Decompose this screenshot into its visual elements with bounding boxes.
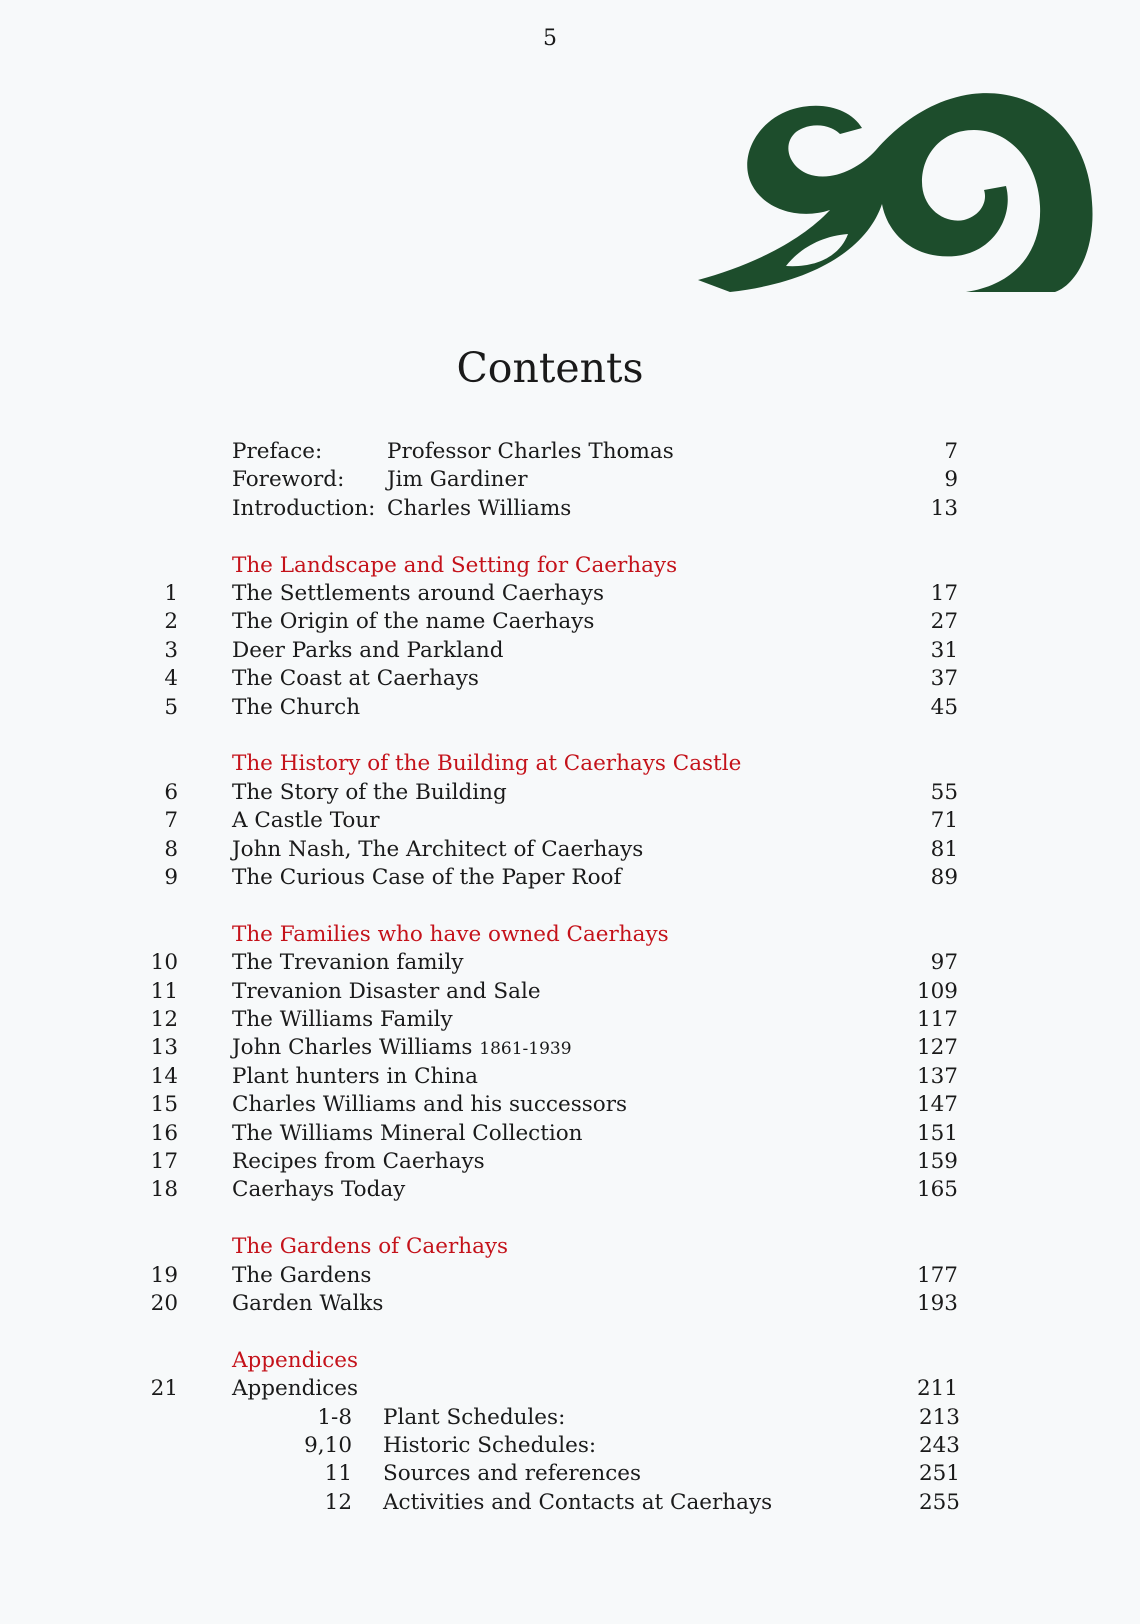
page-number-ref: 117: [916, 1007, 958, 1032]
appendix-number: 11: [324, 1461, 352, 1487]
page-number-ref: 255: [918, 1489, 960, 1515]
chapter-title: The Williams Mineral Collection: [232, 1120, 583, 1146]
page-number-ref: 55: [930, 779, 958, 805]
front-matter-name: Jim Gardiner: [387, 467, 528, 493]
page-number-ref: 27: [930, 609, 958, 635]
front-matter-name: Charles Williams: [387, 495, 572, 521]
chapter-title: John Charles Williams 1861-1939: [232, 1035, 572, 1061]
chapter-title: The Church: [232, 694, 361, 720]
appendix-row: [0, 1404, 1100, 1432]
chapter-title: Plant hunters in China: [232, 1063, 478, 1089]
chapter-number: 1: [164, 581, 178, 606]
chapter-row: [0, 694, 1100, 722]
page-number-ref: 147: [916, 1092, 958, 1118]
page-number-ref: 13: [930, 495, 958, 521]
chapter-title: The Coast at Caerhays: [232, 666, 479, 692]
chapter-row: [0, 1262, 1100, 1290]
page-number-ref: 71: [930, 808, 958, 834]
appendix-title: Activities and Contacts at Caerhays: [383, 1489, 773, 1515]
section-heading: The Landscape and Setting for Caerhays: [232, 552, 678, 578]
chapter-row: [0, 1006, 1100, 1034]
appendix-number: 9,10: [304, 1433, 352, 1458]
page-number-ref: 37: [930, 666, 958, 692]
chapter-row: [0, 949, 1100, 977]
appendix-title: Plant Schedules:: [383, 1404, 566, 1430]
front-matter-row: [0, 438, 1100, 466]
appendix-title: Historic Schedules:: [383, 1433, 597, 1458]
chapter-row: [0, 1290, 1100, 1318]
chapter-row: [0, 1148, 1100, 1176]
chapter-row: [0, 978, 1100, 1006]
chapter-row: [0, 836, 1100, 864]
page-number-ref: 243: [918, 1433, 960, 1458]
chapter-title: The Settlements around Caerhays: [232, 581, 604, 606]
page-number-ref: 45: [930, 694, 958, 720]
page-number-ref: 97: [930, 950, 958, 976]
chapter-number: 13: [150, 1035, 178, 1061]
chapter-title: Appendices: [232, 1376, 359, 1402]
chapter-row: [0, 580, 1100, 608]
page-number-ref: 81: [930, 836, 958, 862]
front-matter-row: [0, 495, 1100, 523]
chapter-title: Trevanion Disaster and Sale: [232, 978, 541, 1004]
page-number-ref: 211: [916, 1376, 958, 1402]
chapter-number: 18: [150, 1177, 178, 1203]
appendix-row: [0, 1489, 1100, 1517]
page-number-ref: 137: [916, 1063, 958, 1089]
chapter-number: 4: [164, 666, 178, 692]
front-matter-label: Foreword:: [232, 467, 345, 493]
chapter-row: [0, 637, 1100, 665]
page-number-ref: 127: [916, 1035, 958, 1061]
chapter-number: 19: [150, 1262, 178, 1288]
page-number-ref: 31: [930, 637, 958, 663]
page-number-ref: 17: [930, 581, 958, 606]
chapter-title: The Origin of the name Caerhays: [232, 609, 595, 635]
appendix-title: Sources and references: [383, 1461, 642, 1487]
chapter-number: 14: [150, 1063, 178, 1089]
chapter-row: [0, 807, 1100, 835]
chapter-row: [0, 608, 1100, 636]
chapter-number: 16: [150, 1120, 178, 1146]
chapter-title: The Curious Case of the Paper Roof: [232, 865, 622, 890]
page-number-ref: 159: [916, 1149, 958, 1174]
chapter-row: [0, 665, 1100, 693]
page-number-ref: 151: [916, 1120, 958, 1146]
chapter-title: Garden Walks: [232, 1291, 384, 1316]
chapter-row: [0, 1120, 1100, 1148]
chapter-row: [0, 1375, 1100, 1403]
section-heading: Appendices: [232, 1347, 359, 1373]
chapter-title: Charles Williams and his successors: [232, 1092, 628, 1118]
page-number-ref: 177: [916, 1262, 958, 1288]
page-number-ref: 9: [944, 467, 958, 493]
chapter-title: Deer Parks and Parkland: [232, 637, 504, 663]
chapter-title: A Castle Tour: [232, 808, 380, 834]
section-heading: The History of the Building at Caerhays Castle: [232, 751, 742, 777]
chapter-number: 20: [150, 1291, 178, 1316]
chapter-row: [0, 1063, 1100, 1091]
chapter-title: Recipes from Caerhays: [232, 1149, 485, 1174]
page-number: 5: [543, 26, 557, 51]
chapter-number: 3: [164, 637, 178, 663]
appendix-row: [0, 1460, 1100, 1488]
chapter-title: The Gardens: [232, 1262, 372, 1288]
chapter-row: [0, 1091, 1100, 1119]
chapter-title: John Nash, The Architect of Caerhays: [232, 836, 644, 862]
chapter-row: [0, 864, 1100, 892]
page-number-ref: 251: [918, 1461, 960, 1487]
chapter-number: 9: [164, 865, 178, 890]
chapter-row: [0, 779, 1100, 807]
chapter-number: 15: [150, 1092, 178, 1118]
page-number-ref: 109: [916, 978, 958, 1004]
page-title: Contents: [456, 344, 644, 392]
front-matter-label: Introduction:: [232, 495, 376, 521]
appendix-row: [0, 1432, 1100, 1460]
chapter-number: 2: [164, 609, 178, 635]
chapter-number: 5: [164, 694, 178, 720]
chapter-number: 12: [150, 1007, 178, 1032]
page-number-ref: 7: [944, 439, 958, 464]
chapter-number: 17: [150, 1149, 178, 1174]
chapter-title: The Williams Family: [232, 1007, 453, 1032]
section-heading: The Gardens of Caerhays: [232, 1234, 509, 1260]
appendix-number: 1-8: [317, 1404, 352, 1430]
chapter-number: 11: [150, 978, 178, 1004]
page-number-ref: 193: [916, 1291, 958, 1316]
page-number-ref: 165: [916, 1177, 958, 1203]
page-number-ref: 213: [918, 1404, 960, 1430]
chapter-row: [0, 1034, 1100, 1062]
chapter-number: 7: [164, 808, 178, 834]
chapter-title: The Trevanion family: [232, 950, 464, 976]
chapter-number: 8: [164, 836, 178, 862]
page-number-ref: 89: [930, 865, 958, 890]
chapter-number: 21: [150, 1376, 178, 1402]
chapter-row: [0, 1176, 1100, 1204]
chapter-dates: 1861-1939: [479, 1039, 572, 1060]
chapter-number: 10: [150, 950, 178, 976]
appendix-number: 12: [324, 1489, 352, 1515]
section-heading: The Families who have owned Caerhays: [232, 921, 669, 947]
front-matter-label: Preface:: [232, 439, 323, 464]
green-ornament-logo: [690, 70, 1110, 370]
front-matter-name: Professor Charles Thomas: [387, 439, 674, 464]
chapter-title: Caerhays Today: [232, 1177, 406, 1203]
front-matter-row: [0, 466, 1100, 494]
chapter-number: 6: [164, 779, 178, 805]
chapter-title: The Story of the Building: [232, 779, 507, 805]
